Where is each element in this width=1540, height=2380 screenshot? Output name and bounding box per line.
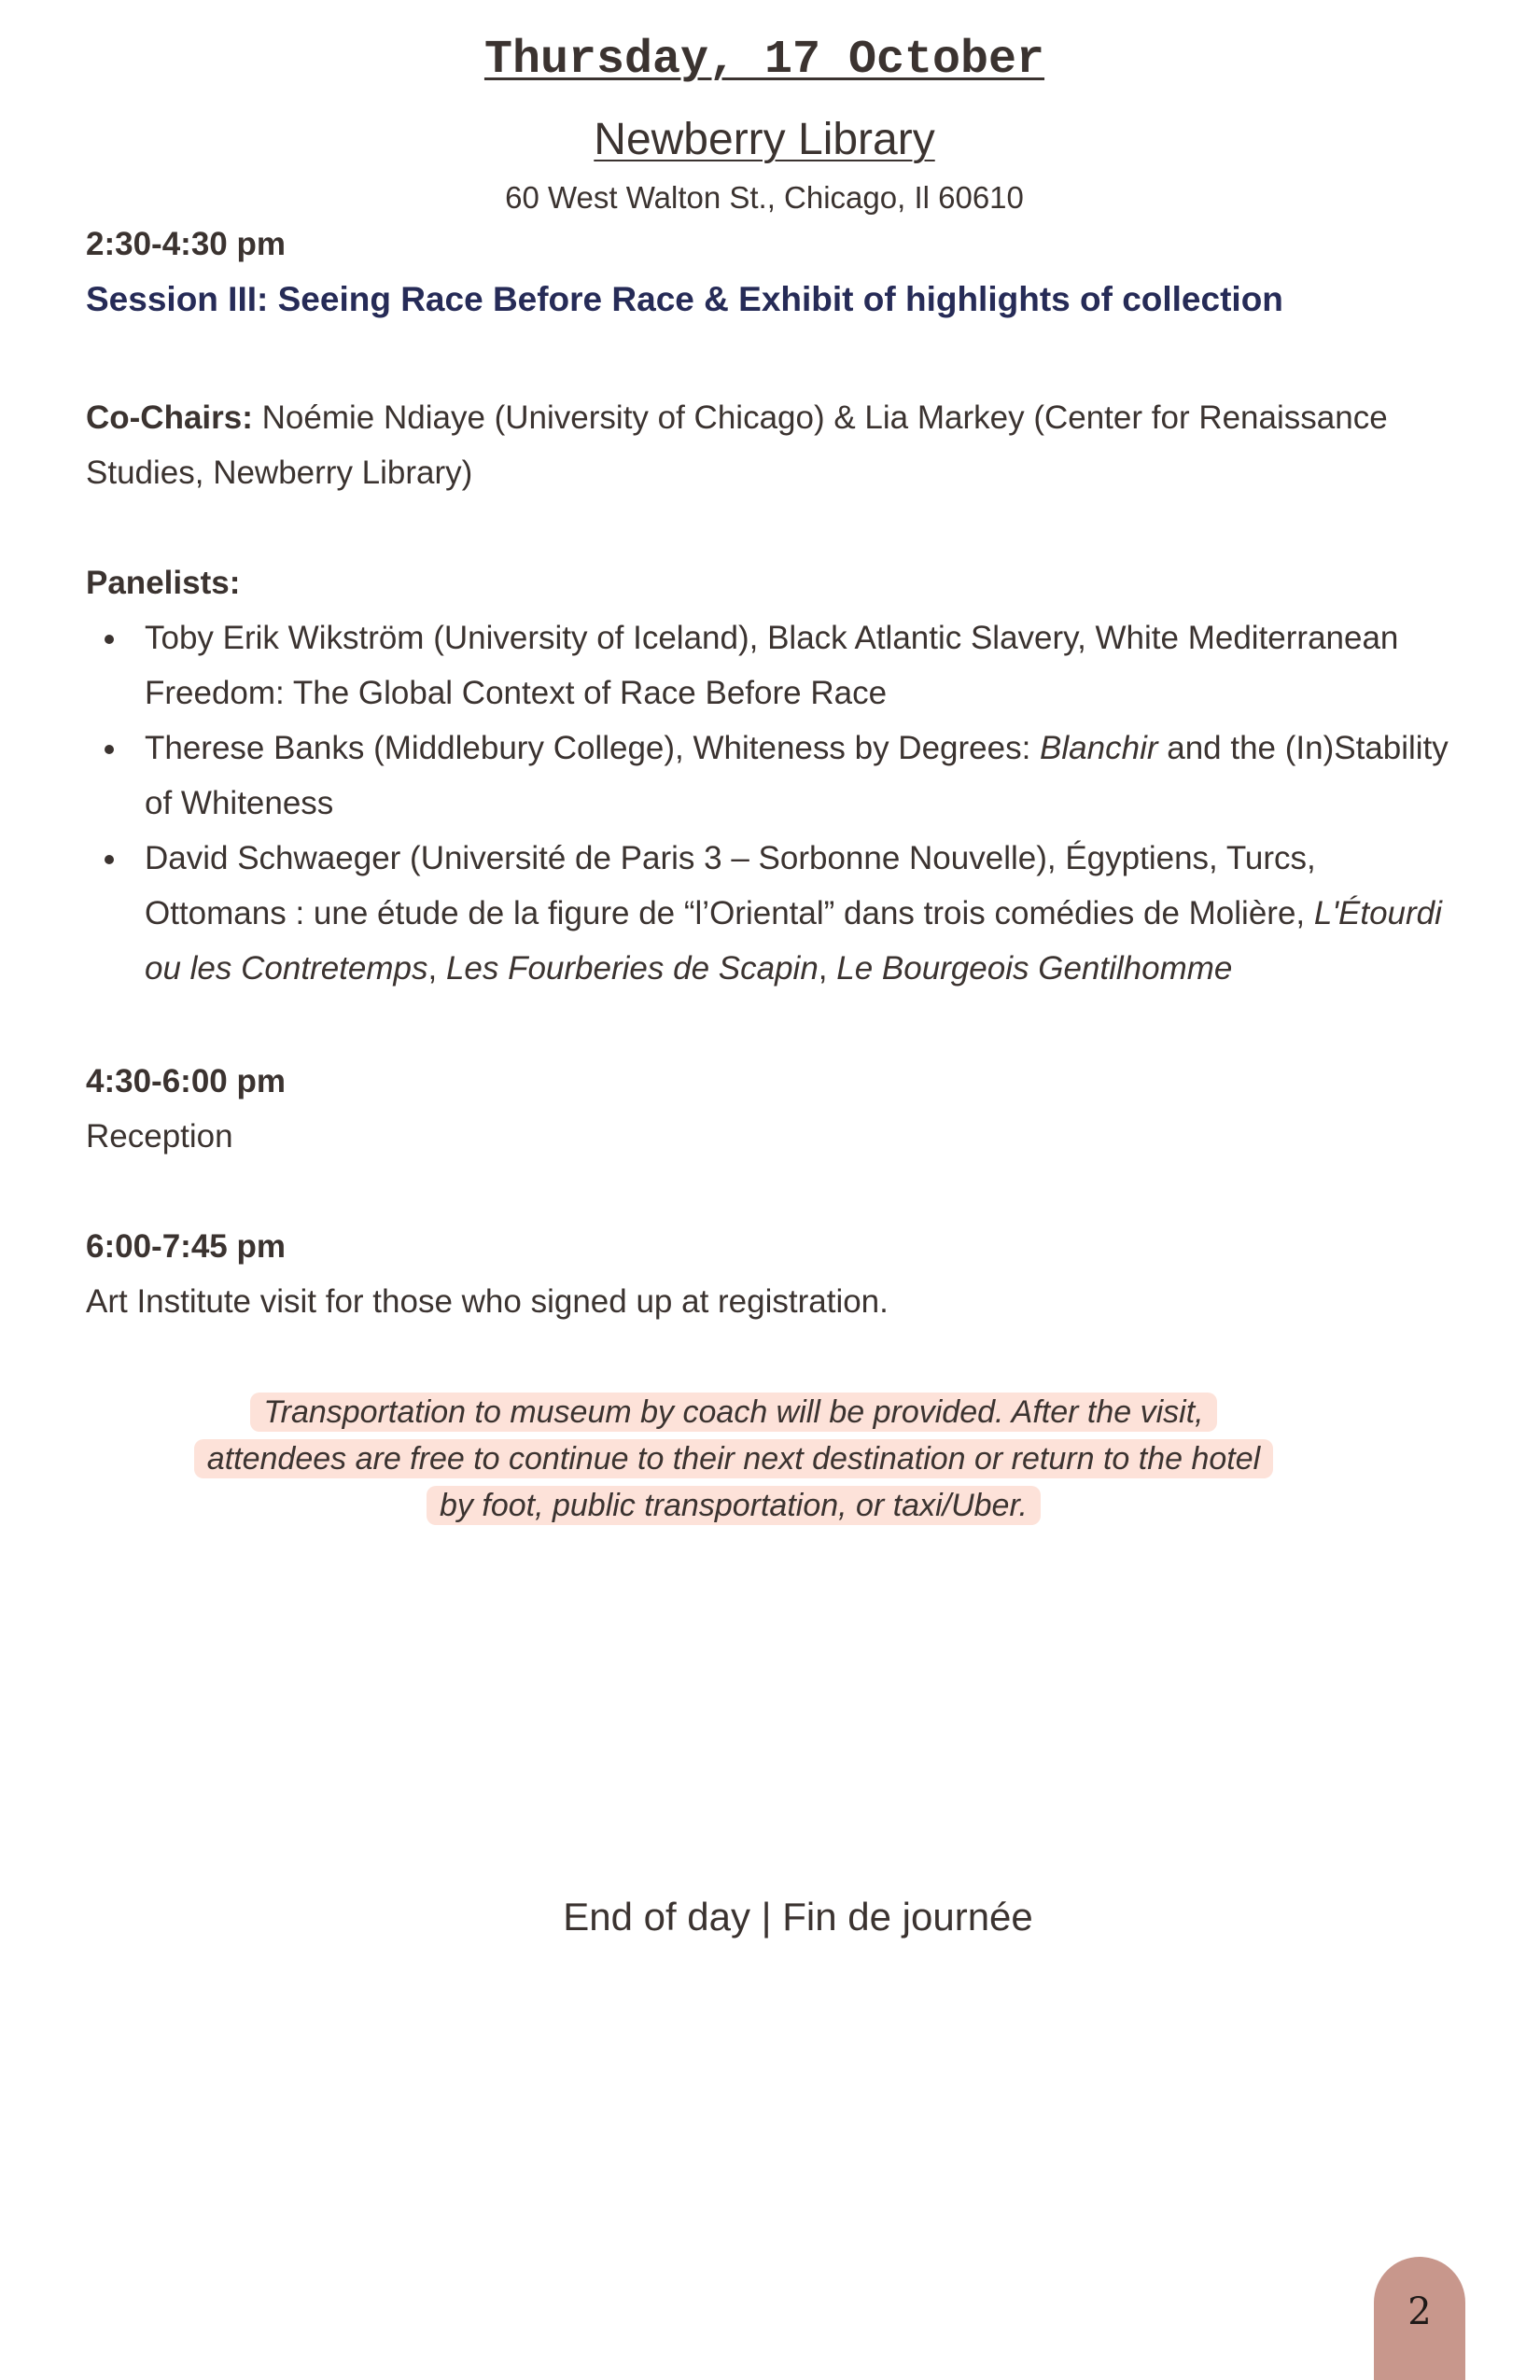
page-number-badge bbox=[1374, 2257, 1465, 2380]
panelist-list bbox=[86, 610, 1458, 996]
reception-block bbox=[86, 1054, 1458, 1164]
panelists-label: Panelists: bbox=[86, 565, 241, 601]
day-title: Thursday, 17 October bbox=[483, 34, 1045, 87]
visit-time: 6:00-7:45 pm bbox=[86, 1228, 286, 1265]
end-of-day: End of day | Fin de journée bbox=[563, 1895, 1033, 1939]
separator: , bbox=[427, 950, 446, 987]
reception-description: Reception bbox=[86, 1118, 233, 1155]
work-title: Les Fourberies de Scapin bbox=[445, 950, 819, 987]
reception-time: 4:30-6:00 pm bbox=[86, 1063, 286, 1099]
transport-note bbox=[183, 1389, 1284, 1529]
panelist-talk-title: , Black Atlantic Slavery, White Mediterranean Freedom: The Global Context of Race Before Race bbox=[145, 620, 1399, 711]
cochairs bbox=[86, 390, 1458, 500]
venue-name: Newberry Library bbox=[594, 115, 935, 164]
panelist-talk-title-end: and the (In)Stability of Whiteness bbox=[145, 730, 1449, 821]
panelist-name: Therese Banks (Middlebury College) bbox=[145, 730, 676, 766]
panelists-section bbox=[86, 555, 1458, 996]
panelist-name: David Schwaeger (Université de Paris 3 – Sorbonne Nouvelle) bbox=[145, 840, 1047, 876]
session-block bbox=[86, 217, 1458, 327]
panelist-item bbox=[145, 721, 1458, 831]
session-title: Session III: Seeing Race Before Race & Exhibit of highlights of collection bbox=[86, 280, 1283, 318]
venue-address: 60 West Walton St., Chicago, Il 60610 bbox=[505, 180, 1024, 215]
panelist-talk-title: , Égyptiens, Turcs, Ottomans : une étude de la figure de “l’Oriental” dans trois comédies de Molière, bbox=[145, 840, 1316, 931]
page-number: 2 bbox=[1407, 2290, 1432, 2333]
transport-note-text: Transportation to museum by coach will be provided. After the visit, attendees are free to continue to their next destination or return to the hotel by foot, public transportation, or taxi/Uber. bbox=[194, 1393, 1273, 1525]
panelist-talk-title: , Whiteness by Degrees: bbox=[675, 730, 1041, 766]
separator: , bbox=[818, 950, 837, 987]
panelist-item bbox=[145, 610, 1458, 721]
session-time: 2:30-4:30 pm bbox=[86, 226, 286, 262]
visit-block bbox=[86, 1219, 1458, 1329]
cochairs-label: Co-Chairs: bbox=[86, 399, 253, 436]
work-title: L'Étourdi ou les Contretemps bbox=[145, 895, 1442, 987]
cochairs-text: Noémie Ndiaye (University of Chicago) & Lia Markey (Center for Renaissance Studies, Newberry Library) bbox=[86, 399, 1388, 491]
visit-description: Art Institute visit for those who signed up at registration. bbox=[86, 1283, 889, 1320]
panelist-name: Toby Erik Wikström (University of Iceland) bbox=[145, 620, 749, 656]
work-title: Le Bourgeois Gentilhomme bbox=[836, 950, 1233, 987]
panelist-item bbox=[145, 831, 1458, 996]
panelist-talk-title-italic: Blanchir bbox=[1040, 730, 1158, 766]
